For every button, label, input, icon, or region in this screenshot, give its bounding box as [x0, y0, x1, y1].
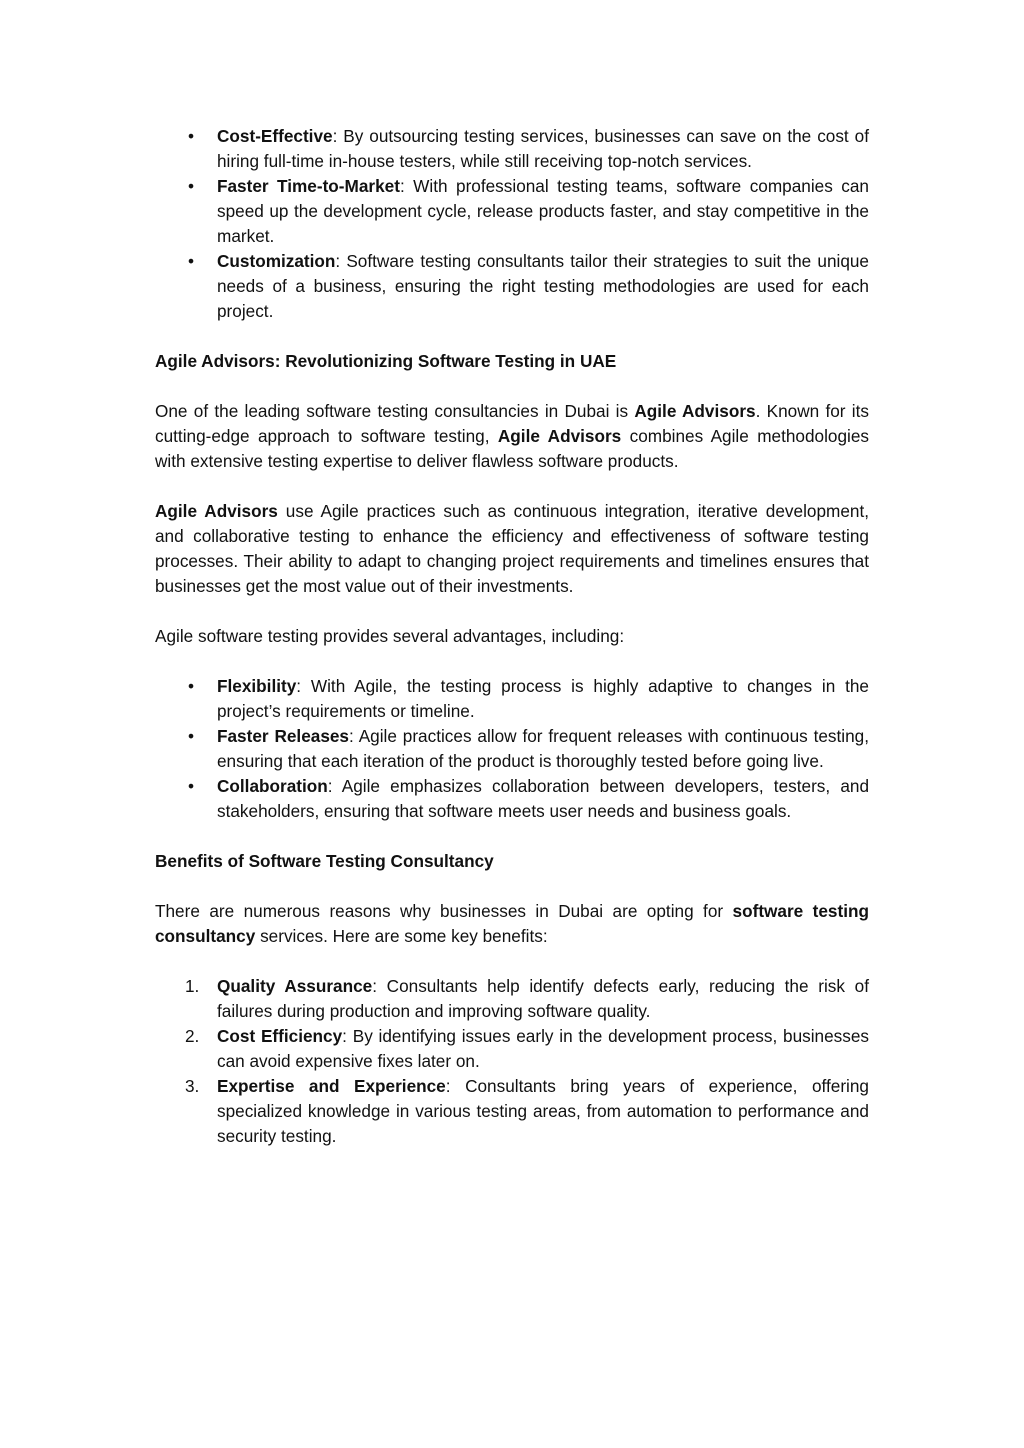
list-item-text: : Software testing consultants tailor their strategies to suit the unique needs of a business, ensuring the right testing methodologies are used for each project. — [217, 251, 869, 321]
list-item-term: Cost-Effective — [217, 126, 333, 146]
list-item — [155, 774, 869, 824]
bold-text: software testing consultancy — [155, 901, 869, 946]
bold-text: Agile Advisors — [155, 501, 278, 521]
paragraph-intro-agile-advisors — [155, 399, 869, 474]
bold-text: Agile Advisors — [497, 426, 622, 446]
bullet-list-outsourcing-benefits — [155, 124, 869, 324]
list-item-term: Collaboration — [217, 776, 328, 796]
paragraph-text: There are numerous reasons why businesses in Dubai are opting for — [155, 901, 733, 921]
bold-text: Agile Advisors — [634, 401, 756, 421]
list-item-text: : By identifying issues early in the development process, businesses can avoid expensive fixes later on. — [217, 1026, 869, 1071]
list-item — [155, 249, 869, 324]
bullet-icon: • — [187, 126, 195, 146]
list-number: 2. — [185, 1026, 200, 1046]
list-item-term: Flexibility — [217, 676, 297, 696]
list-item-term: Cost Efficiency — [217, 1026, 343, 1046]
bullet-icon: • — [187, 726, 195, 746]
bullet-icon: • — [187, 776, 195, 796]
paragraph-advantages-intro: Agile software testing provides several advantages, including: — [155, 626, 625, 646]
document-page — [155, 124, 869, 1149]
paragraph-agile-practices — [155, 499, 869, 599]
numbered-list-key-benefits — [155, 974, 869, 1149]
list-item-term: Faster Releases — [217, 726, 349, 746]
list-item — [155, 1074, 869, 1149]
list-number: 1. — [185, 976, 200, 996]
bullet-list-agile-advantages — [155, 674, 869, 824]
list-item-text: : Consultants bring years of experience, offering specialized knowledge in various testing areas, from automation to performance and security testing. — [217, 1076, 869, 1146]
bullet-icon: • — [187, 676, 195, 696]
paragraph-text: combines Agile methodologies with extensive testing expertise to deliver flawless software products. — [155, 426, 869, 471]
list-item — [155, 124, 869, 174]
list-item — [155, 724, 869, 774]
list-item-text: : With Agile, the testing process is highly adaptive to changes in the project’s requirements or timeline. — [217, 676, 869, 721]
list-item-term: Expertise and Experience — [217, 1076, 446, 1096]
list-item-text: : Agile practices allow for frequent releases with continuous testing, ensuring that each iteration of the product is thoroughly tested before going live. — [217, 726, 869, 771]
paragraph-text: . Known for its cutting-edge approach to software testing, — [155, 401, 869, 446]
list-item — [155, 174, 869, 249]
list-item — [155, 674, 869, 724]
list-item — [155, 974, 869, 1024]
list-item — [155, 1024, 869, 1074]
list-item-term: Customization — [217, 251, 336, 271]
list-item-term: Faster Time-to-Market — [217, 176, 400, 196]
section-heading-benefits: Benefits of Software Testing Consultancy — [155, 851, 494, 871]
list-item-text: : With professional testing teams, software companies can speed up the development cycle, release products faster, and stay competitive in the market. — [217, 176, 869, 246]
list-item-term: Quality Assurance — [217, 976, 373, 996]
bullet-icon: • — [187, 251, 195, 271]
paragraph-text: services. Here are some key benefits: — [255, 926, 548, 946]
paragraph-text: use Agile practices such as continuous integration, iterative development, and collaborative testing to enhance the efficiency and effectiveness of software testing processes. Their ability to adapt to changing project requirements and timelines ensures that businesses get the most value out of their investments. — [155, 501, 869, 596]
paragraph-benefits-intro — [155, 899, 869, 949]
list-item-text: : By outsourcing testing services, businesses can save on the cost of hiring full-time in-house testers, while still receiving top-notch services. — [217, 126, 869, 171]
list-item-text: : Agile emphasizes collaboration between developers, testers, and stakeholders, ensuring that software meets user needs and business goals. — [217, 776, 869, 821]
section-heading-agile-advisors: Agile Advisors: Revolutionizing Software Testing in UAE — [155, 351, 617, 371]
paragraph-text: One of the leading software testing consultancies in Dubai is — [155, 401, 635, 421]
list-number: 3. — [185, 1076, 200, 1096]
bullet-icon: • — [187, 176, 195, 196]
list-item-text: : Consultants help identify defects early, reducing the risk of failures during production and improving software quality. — [217, 976, 869, 1021]
